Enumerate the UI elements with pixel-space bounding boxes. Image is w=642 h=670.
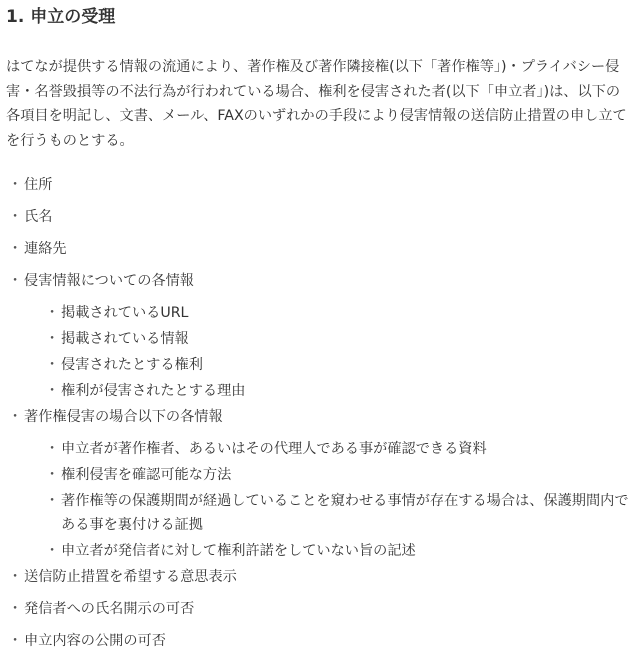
list-item-label: 連絡先	[24, 241, 67, 257]
sub-list-item	[43, 489, 630, 537]
sub-list-item-label: 申立者が発信者に対して権利許諾をしていない旨の記述	[61, 543, 416, 559]
list-item-publication	[6, 629, 630, 653]
sub-list-item-label: 掲載されている情報	[61, 331, 189, 347]
bullet-icon: ・	[8, 633, 23, 649]
list-item-infringement-info	[6, 269, 630, 403]
bullet-icon: ・	[45, 543, 60, 559]
list-item-label: 申立内容の公開の可否	[24, 633, 166, 649]
bullet-icon: ・	[8, 241, 23, 257]
list-item-label: 氏名	[24, 209, 53, 225]
sub-list-item-label: 権利侵害を確認可能な方法	[61, 467, 232, 483]
list-item-takedown-request	[6, 565, 630, 589]
section-title: 1. 申立の受理	[6, 7, 116, 27]
sub-list-item-label: 掲載されているURL	[61, 305, 189, 321]
sub-list-item-label: 申立者が著作権者、あるいはその代理人である事が確認できる資料	[61, 441, 487, 457]
bullet-icon: ・	[8, 601, 23, 617]
sub-list-item	[43, 463, 630, 487]
list-item-name-disclosure	[6, 597, 630, 621]
bullet-icon: ・	[8, 209, 23, 225]
sub-list	[24, 437, 630, 563]
intro-paragraph: はてなが提供する情報の流通により、著作権及び著作隣接権(以下「著作権等」)・プライバシー侵害・名誉毀損等の不法行為が行われている場合、権利を侵害された者(以下「申立者」)は、以下の各項目を明記し、文書、メール、FAXのいずれかの手段により侵害情報の送信防止措置の申し立てを行うものとする。	[6, 59, 627, 149]
sub-list-item-label: 著作権等の保護期間が経過していることを窺わせる事情が存在する場合は、保護期間内である事を裏付ける証拠	[61, 493, 629, 533]
bullet-icon: ・	[8, 177, 23, 193]
list-item-contact	[6, 237, 630, 261]
sub-list-item-label: 権利が侵害されたとする理由	[61, 383, 246, 399]
sub-list-item	[43, 301, 630, 325]
list-item-address	[6, 173, 630, 197]
bullet-icon: ・	[45, 305, 60, 321]
sub-list-item	[43, 437, 630, 461]
list-item-copyright-info	[6, 405, 630, 563]
list-item-label: 著作権侵害の場合以下の各情報	[24, 409, 223, 425]
sub-list-item	[43, 379, 630, 403]
requirements-list	[6, 173, 630, 653]
bullet-icon: ・	[8, 409, 23, 425]
list-item-label: 発信者への氏名開示の可否	[24, 601, 195, 617]
sub-list-item-label: 侵害されたとする権利	[61, 357, 203, 373]
list-item-label: 送信防止措置を希望する意思表示	[24, 569, 237, 585]
sub-list-item	[43, 539, 630, 563]
list-item-label: 住所	[24, 177, 53, 193]
sub-list-item	[43, 327, 630, 351]
bullet-icon: ・	[45, 383, 60, 399]
list-item-label: 侵害情報についての各情報	[24, 273, 194, 289]
bullet-icon: ・	[45, 357, 60, 373]
bullet-icon: ・	[8, 273, 23, 289]
bullet-icon: ・	[45, 331, 60, 347]
bullet-icon: ・	[8, 569, 23, 585]
list-item-name	[6, 205, 630, 229]
sub-list	[24, 301, 630, 403]
bullet-icon: ・	[45, 441, 60, 457]
bullet-icon: ・	[45, 493, 60, 509]
bullet-icon: ・	[45, 467, 60, 483]
sub-list-item	[43, 353, 630, 377]
